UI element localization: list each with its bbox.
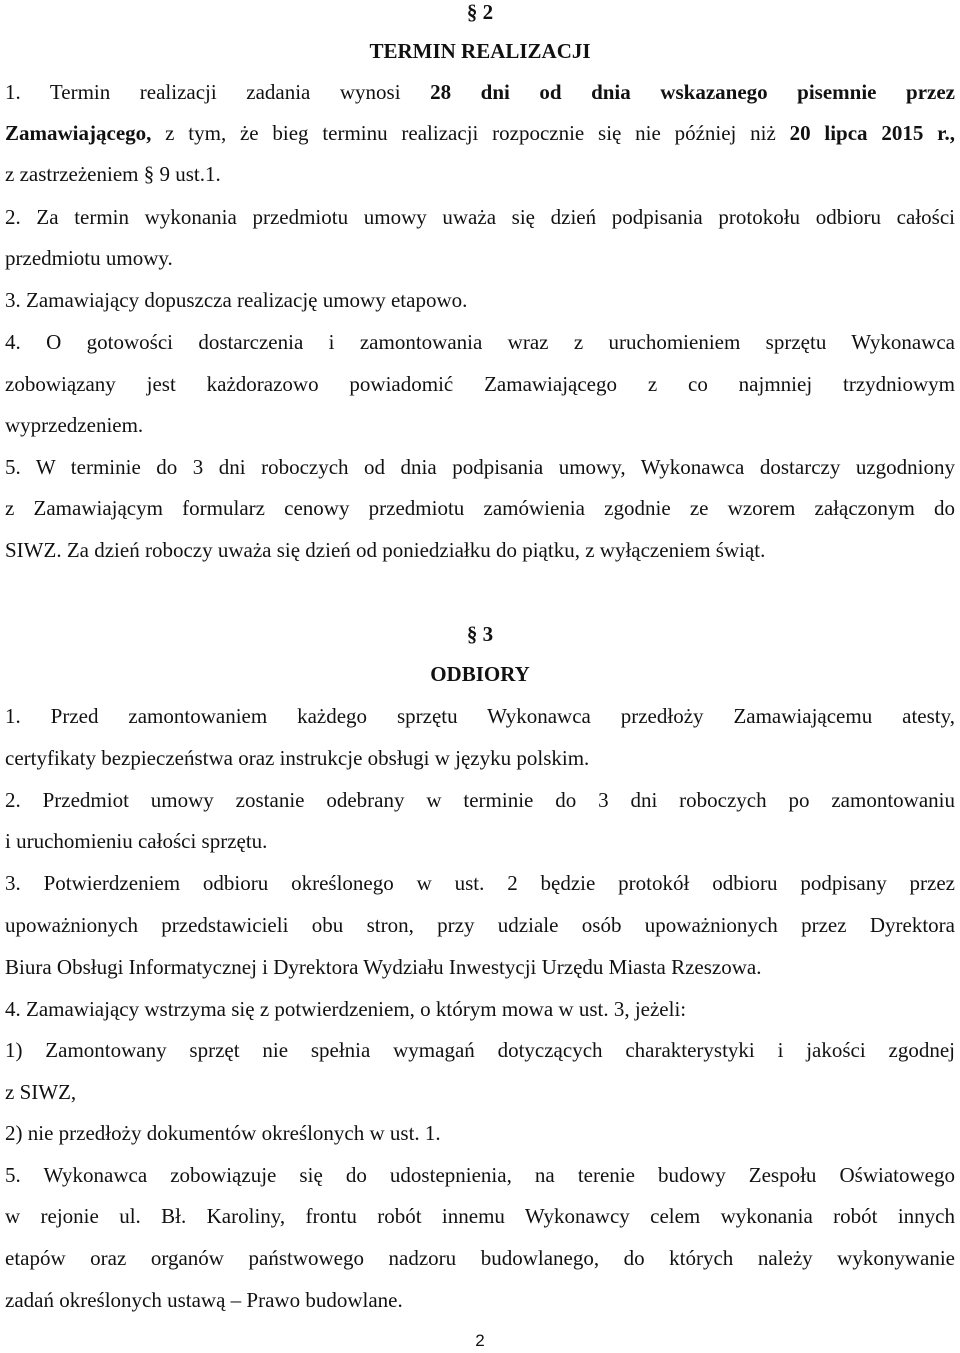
section-2-symbol: § 2: [466, 0, 494, 24]
s2-p5-line1: 5. W terminie do 3 dni roboczych od dnia podpisania umowy, Wykonawca dostarczy uzgodniony: [5, 455, 955, 479]
section-2-title: TERMIN REALIZACJI: [369, 39, 591, 63]
section-3-title: ODBIORY: [430, 662, 530, 686]
s3-p5-line4: zadań określonych ustawą – Prawo budowlane.: [5, 1288, 403, 1312]
s3-p5-line3: etapów oraz organów państwowego nadzoru budowlanego, do których należy wykonywanie: [5, 1246, 955, 1270]
s3-p5-line2: w rejonie ul. Bł. Karoliny, frontu robót innemu Wykonawcy celem wykonania robót innych: [5, 1204, 955, 1228]
page-number: 2: [475, 1331, 485, 1350]
s2-p3: 3. Zamawiający dopuszcza realizację umowy etapowo.: [5, 288, 468, 312]
s2-p1-line3: z zastrzeżeniem § 9 ust.1.: [5, 162, 221, 186]
s3-p1-line2: certyfikaty bezpieczeństwa oraz instrukcje obsługi w języku polskim.: [5, 746, 590, 770]
section-3-symbol: § 3: [466, 622, 494, 646]
s2-p4-line2: zobowiązany jest każdorazowo powiadomić Zamawiającego z co najmniej trzydniowym: [5, 372, 955, 396]
s3-p4-line1: 4. Zamawiający wstrzyma się z potwierdzeniem, o którym mowa w ust. 3, jeżeli:: [5, 997, 687, 1021]
s3-p3-line3: Biura Obsługi Informatycznej i Dyrektora Wydziału Inwestycji Urzędu Miasta Rzeszowa.: [5, 955, 762, 979]
s3-p5-line1: 5. Wykonawca zobowiązuje się do udostepnienia, na terenie budowy Zespołu Oświatowego: [5, 1163, 955, 1187]
s3-p3-line2: upoważnionych przedstawicieli obu stron, przy udziale osób upoważnionych przez Dyrektora: [5, 913, 955, 937]
s2-p2-line2: przedmiotu umowy.: [5, 246, 173, 270]
s3-p1-line1: 1. Przed zamontowaniem każdego sprzętu Wykonawca przedłoży Zamawiającemu atesty,: [5, 704, 955, 728]
s2-p5-line2: z Zamawiającym formularz cenowy przedmiotu zamówienia zgodnie ze wzorem załączonym do: [5, 496, 955, 520]
s3-p4-line2: 1) Zamontowany sprzęt nie spełnia wymagań dotyczących charakterystyki i jakości zgodnej: [5, 1038, 955, 1062]
s3-p4-line3: z SIWZ,: [5, 1080, 77, 1104]
s2-p1-line2: Zamawiającego, z tym, że bieg terminu realizacji rozpocznie się nie później niż 20 lipca 2015 r.,: [5, 121, 955, 145]
s3-p2-line1: 2. Przedmiot umowy zostanie odebrany w terminie do 3 dni roboczych po zamontowaniu: [5, 788, 955, 812]
s2-p1-line1: 1. Termin realizacji zadania wynosi 28 dni od dnia wskazanego pisemnie przez: [5, 80, 955, 104]
s2-p2-line1: 2. Za termin wykonania przedmiotu umowy uważa się dzień podpisania protokołu odbioru całości: [5, 205, 955, 229]
s3-p4-line4: 2) nie przedłoży dokumentów określonych w ust. 1.: [5, 1121, 441, 1145]
s2-p4-line1: 4. O gotowości dostarczenia i zamontowania wraz z uruchomieniem sprzętu Wykonawca: [5, 330, 955, 354]
s2-p5-line3: SIWZ. Za dzień roboczy uważa się dzień od poniedziałku do piątku, z wyłączeniem świąt.: [5, 538, 766, 562]
s3-p2-line2: i uruchomieniu całości sprzętu.: [5, 829, 268, 853]
s3-p3-line1: 3. Potwierdzeniem odbioru określonego w ust. 2 będzie protokół odbioru podpisany przez: [5, 871, 955, 895]
s2-p4-line3: wyprzedzeniem.: [5, 413, 144, 437]
